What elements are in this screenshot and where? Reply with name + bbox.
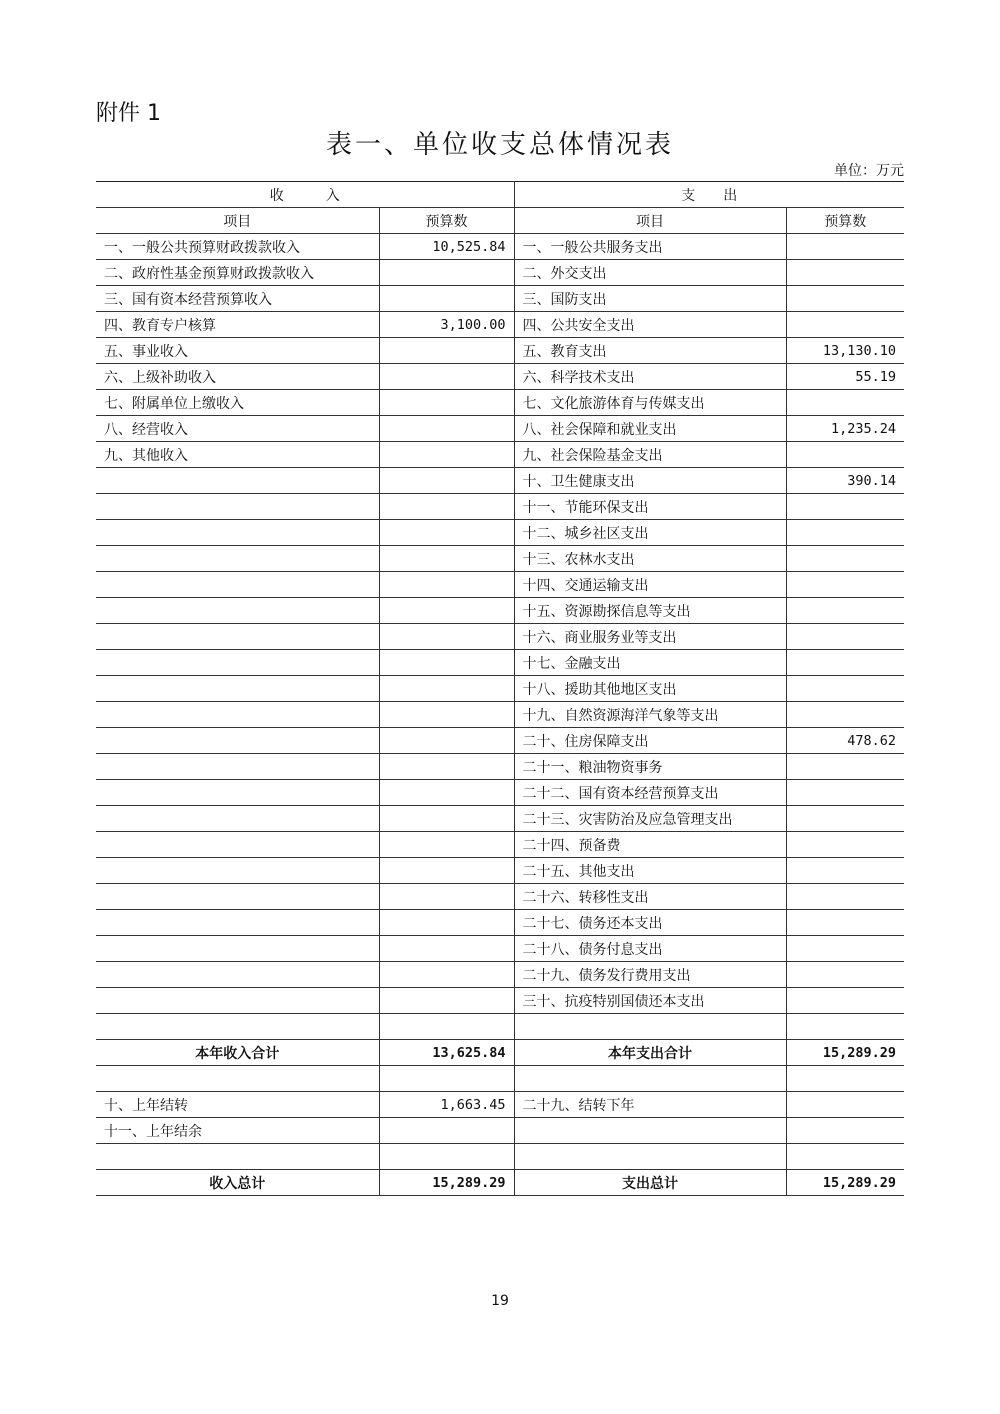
income-amount-cell xyxy=(379,832,514,858)
income-item-cell: 三、国有资本经营预算收入 xyxy=(96,286,379,312)
table-row xyxy=(96,234,904,260)
expense-amount-cell: 478.62 xyxy=(786,728,904,754)
table-row xyxy=(96,1144,904,1170)
income-item-cell xyxy=(96,650,379,676)
income-item-cell: 二、政府性基金预算财政拨款收入 xyxy=(96,260,379,286)
expense-amount-cell xyxy=(786,650,904,676)
table-row xyxy=(96,806,904,832)
table-row xyxy=(96,624,904,650)
table-row xyxy=(96,936,904,962)
expense-item-cell: 四、公共安全支出 xyxy=(514,312,786,338)
income-amount-cell xyxy=(379,468,514,494)
income-budget-header: 预算数 xyxy=(379,208,514,234)
expense-item-cell: 七、文化旅游体育与传媒支出 xyxy=(514,390,786,416)
income-item-cell xyxy=(96,962,379,988)
expense-item-cell xyxy=(514,1014,786,1040)
income-amount-cell xyxy=(379,1066,514,1092)
income-item-cell xyxy=(96,468,379,494)
expense-amount-cell xyxy=(786,1092,904,1118)
expense-amount-cell: 390.14 xyxy=(786,468,904,494)
income-item-cell xyxy=(96,1014,379,1040)
expense-amount-cell xyxy=(786,598,904,624)
income-item-cell xyxy=(96,832,379,858)
table-row xyxy=(96,390,904,416)
income-amount-cell xyxy=(379,884,514,910)
table-row xyxy=(96,260,904,286)
income-item-cell: 五、事业收入 xyxy=(96,338,379,364)
expense-item-cell: 二十、住房保障支出 xyxy=(514,728,786,754)
income-amount-cell xyxy=(379,520,514,546)
page-number: 19 xyxy=(491,1293,509,1309)
income-amount-cell xyxy=(379,650,514,676)
expense-budget-header: 预算数 xyxy=(786,208,904,234)
table-row xyxy=(96,520,904,546)
income-amount-cell: 13,625.84 xyxy=(379,1040,514,1066)
column-header-row xyxy=(96,208,904,234)
expense-amount-cell xyxy=(786,260,904,286)
income-item-cell xyxy=(96,988,379,1014)
expense-item-cell: 二十六、转移性支出 xyxy=(514,884,786,910)
expense-item-cell: 三、国防支出 xyxy=(514,286,786,312)
income-item-cell xyxy=(96,936,379,962)
income-amount-cell xyxy=(379,728,514,754)
table-body xyxy=(96,234,904,1196)
expense-item-cell: 十二、城乡社区支出 xyxy=(514,520,786,546)
expense-item-cell: 十、卫生健康支出 xyxy=(514,468,786,494)
income-amount-cell xyxy=(379,624,514,650)
income-item-cell xyxy=(96,702,379,728)
income-amount-cell xyxy=(379,572,514,598)
income-item-cell xyxy=(96,1144,379,1170)
income-amount-cell xyxy=(379,1014,514,1040)
income-item-cell xyxy=(96,884,379,910)
income-item-cell xyxy=(96,910,379,936)
expense-item-cell: 十一、节能环保支出 xyxy=(514,494,786,520)
income-amount-cell xyxy=(379,754,514,780)
income-amount-cell xyxy=(379,494,514,520)
expense-item-cell: 十六、商业服务业等支出 xyxy=(514,624,786,650)
income-item-cell: 九、其他收入 xyxy=(96,442,379,468)
income-item-cell: 十一、上年结余 xyxy=(96,1118,379,1144)
table-row xyxy=(96,910,904,936)
budget-table xyxy=(96,181,904,1196)
expense-amount-cell xyxy=(786,884,904,910)
expense-item-cell: 九、社会保险基金支出 xyxy=(514,442,786,468)
income-amount-cell xyxy=(379,364,514,390)
expense-amount-cell xyxy=(786,936,904,962)
expense-item-cell: 二十九、结转下年 xyxy=(514,1092,786,1118)
table-row xyxy=(96,832,904,858)
income-amount-cell xyxy=(379,702,514,728)
table-row xyxy=(96,442,904,468)
expense-amount-cell: 55.19 xyxy=(786,364,904,390)
expense-amount-cell xyxy=(786,1066,904,1092)
income-item-header: 项目 xyxy=(96,208,379,234)
table-row xyxy=(96,780,904,806)
income-amount-cell xyxy=(379,442,514,468)
table-row xyxy=(96,702,904,728)
income-item-cell xyxy=(96,598,379,624)
income-item-cell: 十、上年结转 xyxy=(96,1092,379,1118)
expense-amount-cell xyxy=(786,312,904,338)
table-row xyxy=(96,1170,904,1196)
table-row xyxy=(96,1066,904,1092)
expense-amount-cell xyxy=(786,962,904,988)
expense-amount-cell xyxy=(786,910,904,936)
income-amount-cell xyxy=(379,780,514,806)
table-row xyxy=(96,338,904,364)
attachment-label: 附件 1 xyxy=(96,101,161,126)
expense-amount-cell xyxy=(786,1118,904,1144)
table-row xyxy=(96,884,904,910)
income-item-cell xyxy=(96,624,379,650)
income-amount-cell xyxy=(379,936,514,962)
income-amount-cell: 15,289.29 xyxy=(379,1170,514,1196)
income-amount-cell xyxy=(379,286,514,312)
expense-item-cell: 二十二、国有资本经营预算支出 xyxy=(514,780,786,806)
income-amount-cell: 1,663.45 xyxy=(379,1092,514,1118)
expense-amount-cell xyxy=(786,520,904,546)
expense-item-cell: 二十八、债务付息支出 xyxy=(514,936,786,962)
expense-item-cell: 支出总计 xyxy=(514,1170,786,1196)
income-item-cell xyxy=(96,494,379,520)
table-row xyxy=(96,858,904,884)
section-expense-header: 支 出 xyxy=(514,182,904,208)
income-item-cell xyxy=(96,728,379,754)
income-item-cell: 一、一般公共预算财政拨款收入 xyxy=(96,234,379,260)
expense-item-header: 项目 xyxy=(514,208,786,234)
expense-amount-cell: 15,289.29 xyxy=(786,1170,904,1196)
income-amount-cell: 10,525.84 xyxy=(379,234,514,260)
income-amount-cell: 3,100.00 xyxy=(379,312,514,338)
expense-item-cell: 十七、金融支出 xyxy=(514,650,786,676)
expense-item-cell: 二十九、债务发行费用支出 xyxy=(514,962,786,988)
expense-amount-cell xyxy=(786,832,904,858)
income-amount-cell xyxy=(379,390,514,416)
income-amount-cell xyxy=(379,546,514,572)
expense-amount-cell: 13,130.10 xyxy=(786,338,904,364)
table-row xyxy=(96,1092,904,1118)
income-item-cell: 六、上级补助收入 xyxy=(96,364,379,390)
income-amount-cell xyxy=(379,676,514,702)
income-amount-cell xyxy=(379,1118,514,1144)
table-row xyxy=(96,598,904,624)
income-item-cell: 收入总计 xyxy=(96,1170,379,1196)
expense-item-cell: 二十七、债务还本支出 xyxy=(514,910,786,936)
expense-item-cell: 本年支出合计 xyxy=(514,1040,786,1066)
table-row xyxy=(96,416,904,442)
expense-amount-cell xyxy=(786,624,904,650)
income-item-cell xyxy=(96,572,379,598)
expense-amount-cell xyxy=(786,572,904,598)
income-amount-cell xyxy=(379,988,514,1014)
section-income-header: 收 入 xyxy=(96,182,514,208)
expense-item-cell: 二、外交支出 xyxy=(514,260,786,286)
income-item-cell xyxy=(96,858,379,884)
table-row xyxy=(96,1014,904,1040)
table-row xyxy=(96,312,904,338)
expense-amount-cell xyxy=(786,1014,904,1040)
expense-amount-cell: 1,235.24 xyxy=(786,416,904,442)
income-amount-cell xyxy=(379,260,514,286)
table-row xyxy=(96,286,904,312)
expense-item-cell: 十三、农林水支出 xyxy=(514,546,786,572)
income-amount-cell xyxy=(379,598,514,624)
expense-item-cell: 五、教育支出 xyxy=(514,338,786,364)
expense-item-cell: 二十三、灾害防治及应急管理支出 xyxy=(514,806,786,832)
section-header-row xyxy=(96,182,904,208)
income-item-cell: 四、教育专户核算 xyxy=(96,312,379,338)
table-row xyxy=(96,962,904,988)
expense-amount-cell xyxy=(786,442,904,468)
table-row xyxy=(96,494,904,520)
income-amount-cell xyxy=(379,1144,514,1170)
expense-amount-cell xyxy=(786,988,904,1014)
page-title: 表一、单位收支总体情况表 xyxy=(325,130,674,160)
table-row xyxy=(96,546,904,572)
expense-item-cell: 二十四、预备费 xyxy=(514,832,786,858)
table-row xyxy=(96,650,904,676)
income-amount-cell xyxy=(379,962,514,988)
expense-amount-cell xyxy=(786,390,904,416)
income-amount-cell xyxy=(379,416,514,442)
expense-item-cell: 十九、自然资源海洋气象等支出 xyxy=(514,702,786,728)
expense-item-cell: 六、科学技术支出 xyxy=(514,364,786,390)
income-amount-cell xyxy=(379,858,514,884)
expense-amount-cell xyxy=(786,286,904,312)
expense-item-cell xyxy=(514,1118,786,1144)
expense-amount-cell xyxy=(786,780,904,806)
table-row xyxy=(96,1040,904,1066)
expense-item-cell xyxy=(514,1144,786,1170)
table-row xyxy=(96,364,904,390)
income-item-cell xyxy=(96,1066,379,1092)
expense-amount-cell xyxy=(786,676,904,702)
expense-amount-cell xyxy=(786,546,904,572)
income-item-cell xyxy=(96,546,379,572)
income-item-cell: 八、经营收入 xyxy=(96,416,379,442)
expense-amount-cell xyxy=(786,702,904,728)
table-row xyxy=(96,676,904,702)
expense-item-cell: 二十一、粮油物资事务 xyxy=(514,754,786,780)
unit-label: 单位：万元 xyxy=(834,163,904,179)
income-item-cell xyxy=(96,780,379,806)
expense-amount-cell xyxy=(786,858,904,884)
income-item-cell: 本年收入合计 xyxy=(96,1040,379,1066)
expense-item-cell: 一、一般公共服务支出 xyxy=(514,234,786,260)
income-amount-cell xyxy=(379,910,514,936)
expense-item-cell xyxy=(514,1066,786,1092)
table-row xyxy=(96,728,904,754)
expense-item-cell: 十五、资源勘探信息等支出 xyxy=(514,598,786,624)
income-item-cell xyxy=(96,676,379,702)
expense-item-cell: 三十、抗疫特别国债还本支出 xyxy=(514,988,786,1014)
income-item-cell xyxy=(96,754,379,780)
expense-amount-cell xyxy=(786,1144,904,1170)
expense-amount-cell xyxy=(786,754,904,780)
expense-amount-cell xyxy=(786,234,904,260)
income-amount-cell xyxy=(379,338,514,364)
income-amount-cell xyxy=(379,806,514,832)
table-row xyxy=(96,754,904,780)
expense-item-cell: 十四、交通运输支出 xyxy=(514,572,786,598)
expense-item-cell: 十八、援助其他地区支出 xyxy=(514,676,786,702)
expense-amount-cell xyxy=(786,494,904,520)
income-item-cell xyxy=(96,520,379,546)
income-item-cell xyxy=(96,806,379,832)
table-row xyxy=(96,988,904,1014)
table-row xyxy=(96,468,904,494)
expense-item-cell: 二十五、其他支出 xyxy=(514,858,786,884)
income-item-cell: 七、附属单位上缴收入 xyxy=(96,390,379,416)
expense-amount-cell: 15,289.29 xyxy=(786,1040,904,1066)
table-row xyxy=(96,572,904,598)
table-row xyxy=(96,1118,904,1144)
expense-amount-cell xyxy=(786,806,904,832)
expense-item-cell: 八、社会保障和就业支出 xyxy=(514,416,786,442)
